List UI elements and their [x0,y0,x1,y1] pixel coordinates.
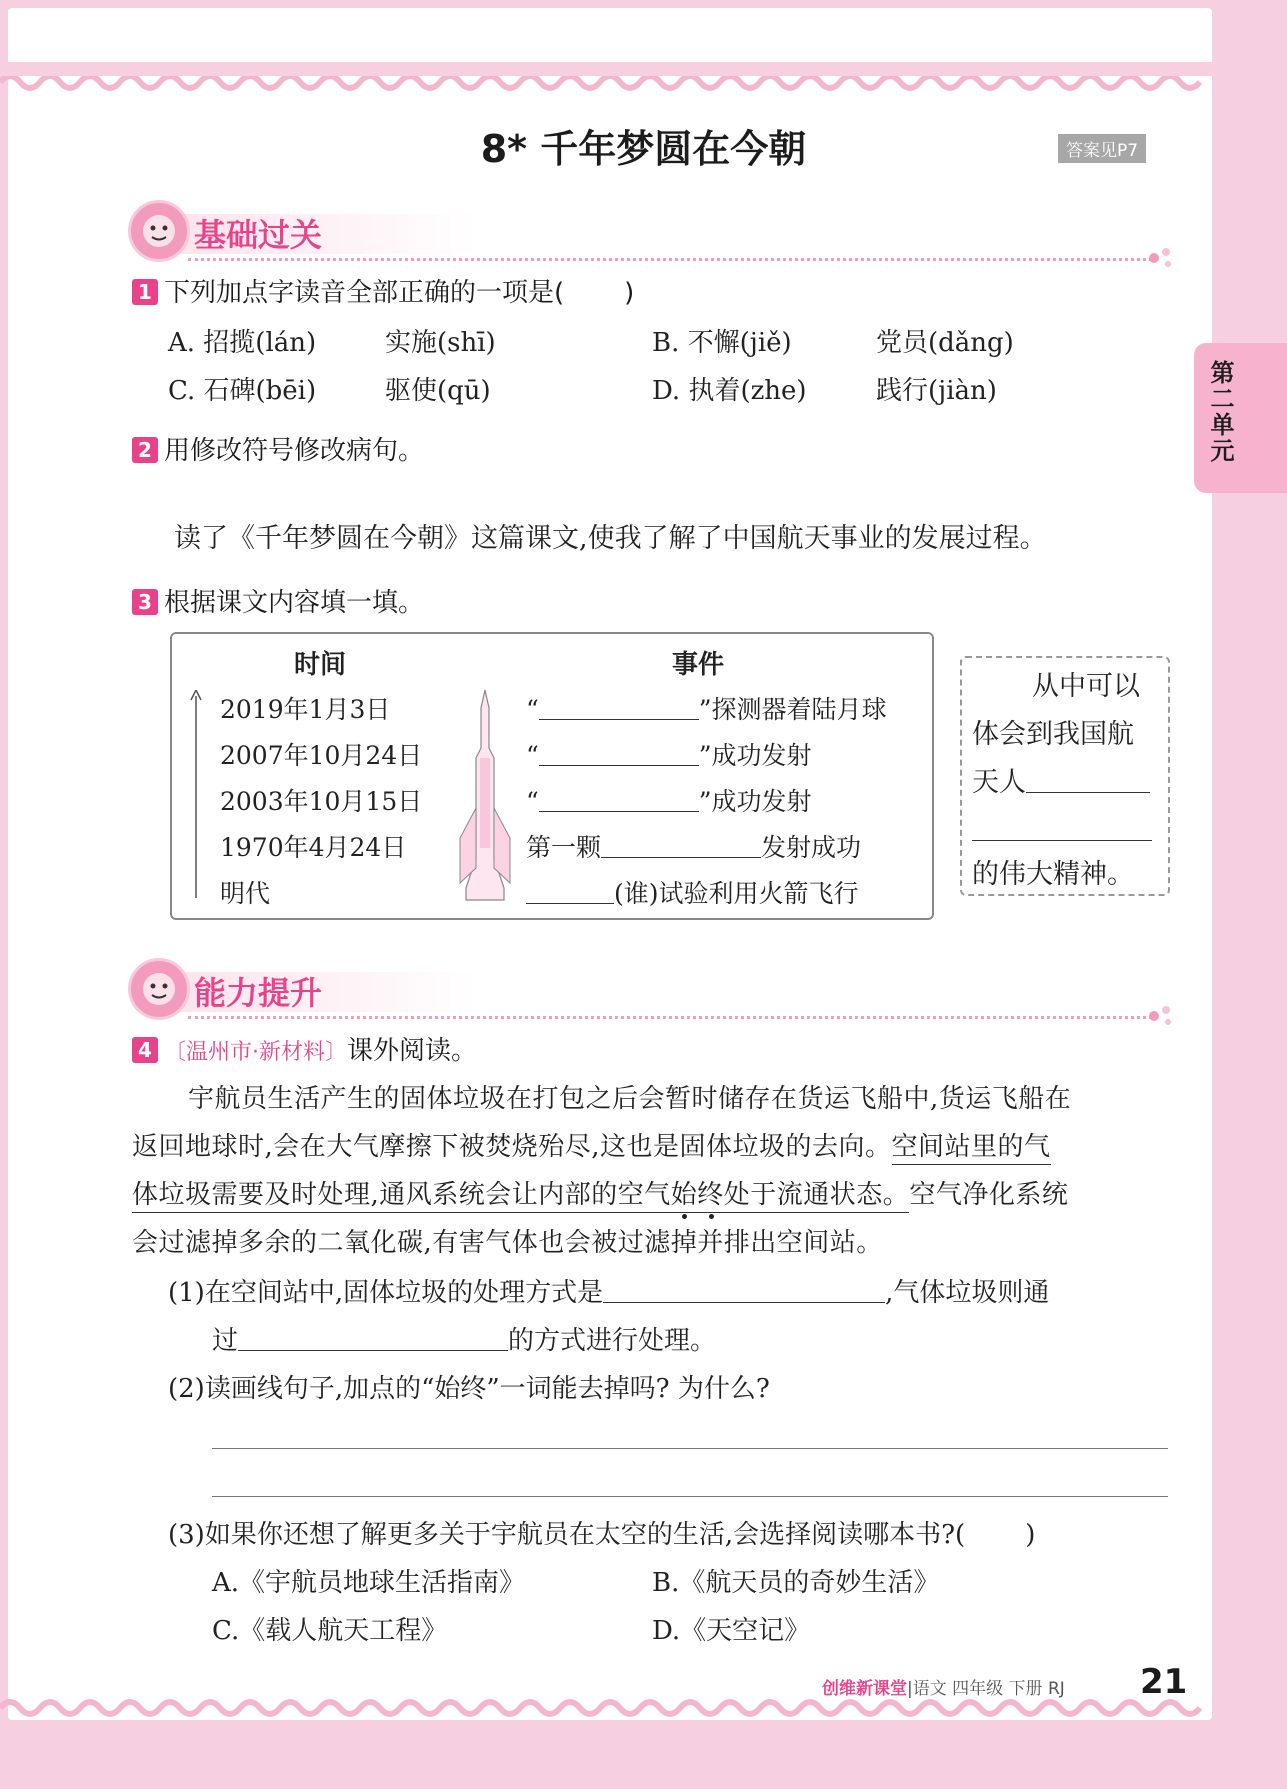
bubbles-icon [1148,246,1178,270]
timeline-event-1 [526,690,887,726]
question-number: 4 [132,1037,158,1063]
book-option-d[interactable]: D.《天空记》 [652,1616,811,1646]
page-number: 21 [1140,1662,1188,1702]
underlined-sentence [132,1180,909,1213]
timeline-event-4 [526,828,861,864]
question-1-prompt-end: ) [624,278,635,308]
question-3-prompt: 根据课文内容填一填。 [164,588,425,618]
sub-question-3 [168,1514,1035,1551]
fill-blank[interactable] [1026,766,1150,793]
column-header-event: 事件 [672,650,725,680]
option-c-2: 驱使(qū) [385,376,491,406]
fill-blank[interactable] [539,739,699,766]
passage-line-2 [132,1126,1051,1163]
timeline-date-1: 2019年1月3日 [220,695,391,724]
sub-question-1-cont [212,1320,716,1357]
timeline-date-2: 2007年10月24日 [220,741,423,770]
timeline-event-3 [526,782,812,818]
option-a-2: 实施(shī) [385,328,496,358]
passage-line-3 [132,1174,1068,1211]
question-number: 2 [132,437,158,463]
reflection-text: 天人 [972,767,1026,798]
passage-text: 空气净化系统 [909,1180,1069,1210]
section-title: 基础过关 [194,216,323,254]
footer-info: |语文 四年级 下册 RJ [907,1679,1065,1699]
event-prefix: “ [526,787,539,816]
sub-question-text: 过 [212,1326,239,1356]
event-suffix: ”成功发射 [698,741,812,770]
answer-line-2[interactable] [212,1496,1168,1497]
timeline-date-5: 明代 [220,879,271,908]
passage-text: 体垃圾需要及时处理,通风系统会让内部的空气 [132,1180,671,1210]
rocket-icon [450,688,520,908]
footer-brand: 创维新课堂 [822,1679,907,1699]
option-d-2: 践行(jiàn) [876,376,997,406]
question-number: 3 [132,589,158,615]
fill-blank[interactable] [539,693,699,720]
question-2 [132,430,424,467]
reflection-line-1: 从中可以 [1032,671,1140,702]
book-option-a[interactable]: A.《宇航员地球生活指南》 [212,1568,526,1598]
fill-blank[interactable] [526,877,614,904]
event-prefix: “ [526,695,539,724]
answer-line-1[interactable] [212,1448,1168,1449]
timeline-event-5 [526,874,859,910]
reflection-line-3 [972,760,1150,799]
event-suffix: (谁)试验利用火箭飞行 [614,879,859,908]
timeline-date-4: 1970年4月24日 [220,833,407,862]
sub-question-text: (3)如果你还想了解更多关于宇航员在太空的生活,会选择阅读哪本书?( [168,1520,966,1550]
question-1 [132,272,634,309]
question-3 [132,582,424,619]
reflection-line-5: 的伟大精神。 [972,859,1134,890]
dotted-divider [188,1016,1158,1019]
sub-question-text: ,气体垃圾则通 [885,1278,1050,1308]
event-prefix: 第一颗 [526,833,602,862]
reflection-line-2: 体会到我国航 [972,719,1134,750]
fill-blank[interactable] [539,785,699,812]
option-b-1[interactable]: B. 不懈(jiě) [652,328,792,358]
dotted-divider [188,258,1158,261]
event-suffix: 发射成功 [761,833,862,862]
book-option-b[interactable]: B.《航天员的奇妙生活》 [652,1568,940,1598]
underlined-sentence: 空间站里的气 [892,1132,1051,1165]
section-title: 能力提升 [194,974,323,1012]
event-prefix: “ [526,741,539,770]
dotted-char: 终 [697,1174,724,1211]
passage-text: 返回地球时,会在大气摩擦下被焚烧殆尽,这也是固体垃圾的去向。 [132,1132,892,1162]
timeline-date-3: 2003年10月15日 [220,787,423,816]
question-4 [132,1030,477,1067]
option-d-1[interactable]: D. 执着(zhe) [652,376,807,406]
monkey-mascot-icon [128,958,190,1020]
unit-side-tab-label: 第二单元 [1206,360,1234,464]
answer-reference-badge: 答案见P7 [1058,134,1146,163]
option-b-2: 党员(dǎng) [876,328,1014,358]
fill-blank[interactable] [603,1276,885,1303]
section-header-improve [128,958,1168,1028]
question-number: 1 [132,279,158,305]
sub-question-text: (1)在空间站中,固体垃圾的处理方式是 [168,1278,604,1308]
event-suffix: ”成功发射 [698,787,812,816]
page-title: 8* 千年梦圆在今朝 [480,127,807,171]
book-option-c[interactable]: C.《载人航天工程》 [212,1616,448,1646]
source-tag: 〔温州市·新材料〕 [164,1040,347,1065]
sub-question-text: ) [1025,1520,1036,1550]
fill-blank[interactable] [972,814,1152,841]
sub-question-text: 的方式进行处理。 [508,1326,717,1356]
fill-blank[interactable] [238,1324,508,1351]
footer [822,1674,1065,1699]
sub-question-1 [168,1272,1049,1309]
monkey-mascot-icon [128,200,190,262]
column-header-time: 时间 [294,650,347,680]
passage-text: 处于流通状态。 [723,1180,910,1210]
passage-line-1: 宇航员生活产生的固体垃圾在打包之后会暂时储存在货运飞船中,货运飞船在 [188,1084,1072,1114]
option-a-1[interactable]: A. 招揽(lán) [168,328,317,358]
question-2-prompt: 用修改符号修改病句。 [164,436,425,466]
section-header-basics [128,200,1168,270]
event-suffix: ”探测器着陆月球 [698,695,887,724]
faulty-sentence: 读了《千年梦圆在今朝》这篇课文,使我了解了中国航天事业的发展过程。 [174,523,1047,554]
timeline-event-2 [526,736,812,772]
passage-line-4: 会过滤掉多余的二氧化碳,有害气体也会被过滤掉并排出空间站。 [132,1228,883,1258]
question-1-prompt: 下列加点字读音全部正确的一项是( [164,278,565,308]
fill-blank[interactable] [601,831,761,858]
question-4-prompt: 课外阅读。 [347,1036,478,1066]
sub-question-2: (2)读画线句子,加点的“始终”一词能去掉吗? 为什么? [168,1374,770,1404]
option-c-1[interactable]: C. 石碑(bēi) [168,376,317,406]
timeline-arrow-icon [190,690,202,900]
dotted-char: 始 [671,1174,698,1211]
bubbles-icon [1148,1004,1178,1028]
